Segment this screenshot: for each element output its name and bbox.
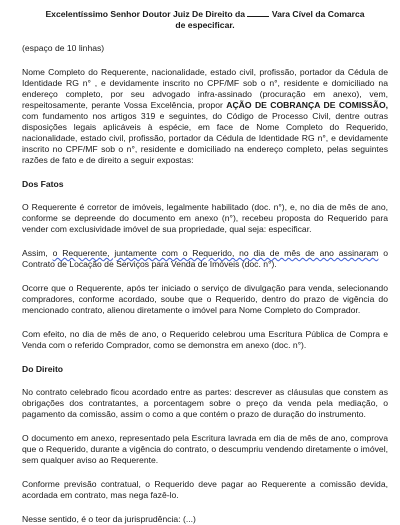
header-line2: de especificar. <box>175 20 235 30</box>
intro-text-after: com fundamento nos artigos 319 e seguintes, do Código de Processo Civil, dentre outras disposições legais aplicáveis à espécie, em face de Nome Completo do Requerido, nacionalidade, estado civil, profissão, portador da Cédula de Identidade RG n°, e devidamente inscrito no CPF/MF sob o n°, residente e domiciliado na endereço completo, pelas seguintes razões de fato e de direito a seguir expostas: <box>22 111 388 165</box>
spacing-note: (espaço de 10 linhas) <box>22 43 105 53</box>
fatos-p2-after: o Contrato de Locação de Serviços para Venda de Imóveis (doc. n°). <box>22 248 389 269</box>
header-line1-after: Vara Cível da Comarca <box>271 9 365 19</box>
intro-paragraph <box>22 67 388 166</box>
court-number-blank <box>247 8 269 17</box>
section-title-do-direito: Do Direito <box>22 364 64 374</box>
direito-paragraph-3: Conforme previsão contratual, o Requerido deve pagar ao Requerente a comissão devida, acordada em contrato, mas nega fazê-lo. <box>22 479 388 500</box>
petition-header <box>22 8 388 31</box>
direito-paragraph-4: Nesse sentido, é o teor da jurisprudência: (...) <box>22 514 196 524</box>
direito-paragraph-2: O documento em anexo, representado pela Escritura lavrada em dia de mês de ano, comprova que o Requerido, durante a vigência do contrato, o descumpriu vendendo diretamente o imóvel, sem qualquer aviso ao Requerente. <box>22 433 388 465</box>
fatos-paragraph-4: Com efeito, no dia de mês de ano, o Requerido celebrou uma Escritura Pública de Compra e Venda com o referido Comprador, como se demonstra em anexo (doc. n°). <box>22 329 388 350</box>
fatos-p2-before: Assim, <box>22 248 48 258</box>
direito-paragraph-1: No contrato celebrado ficou acordado entre as partes: descrever as cláusulas que constem as obrigações dos contratantes, a porcentagem sobre o preço da venda pela mediação, o pagamento da comissão, assim o como a que contém o prazo de duração do instrumento. <box>22 387 388 419</box>
fatos-paragraph-1: O Requerente é corretor de imóveis, legalmente habilitado (doc. n°), e, no dia de mês de ano, conforme se depreende do documento em anexo (n°), recebeu proposta do Requerido para vender com exclusividade imóvel de sua propriedade, qual seja: especificar. <box>22 202 388 234</box>
fatos-paragraph-2 <box>22 248 388 270</box>
fatos-paragraph-3: Ocorre que o Requerente, após ter iniciado o serviço de divulgação para venda, selecionando compradores, conforme acordado, soube que o Requerido, dentro do prazo de vigência do mencionado contrato, alienou diretamente o imóvel para Nome Completo do Comprador. <box>22 283 388 315</box>
header-line1-before: Excelentíssimo Senhor Doutor Juiz De Direito da <box>45 9 246 19</box>
fatos-p2-highlighted: o Requerente, juntamente com o Requerido, no dia de mês de ano assinaram <box>52 248 379 258</box>
intro-text-before: Nome Completo do Requerente, nacionalidade, estado civil, profissão, portador da Cédula de Identidade RG n° , e devidamente inscrito no CPF/MF sob o n°, residente e domiciliado na endereço completo, por seu advogado infra-assinado (procuração em anexo), vem, respeitosamente, perante Vossa Excelência, propor <box>22 67 388 110</box>
action-title: AÇÃO DE COBRANÇA DE COMISSÃO, <box>226 100 389 110</box>
section-title-dos-fatos: Dos Fatos <box>22 179 64 189</box>
